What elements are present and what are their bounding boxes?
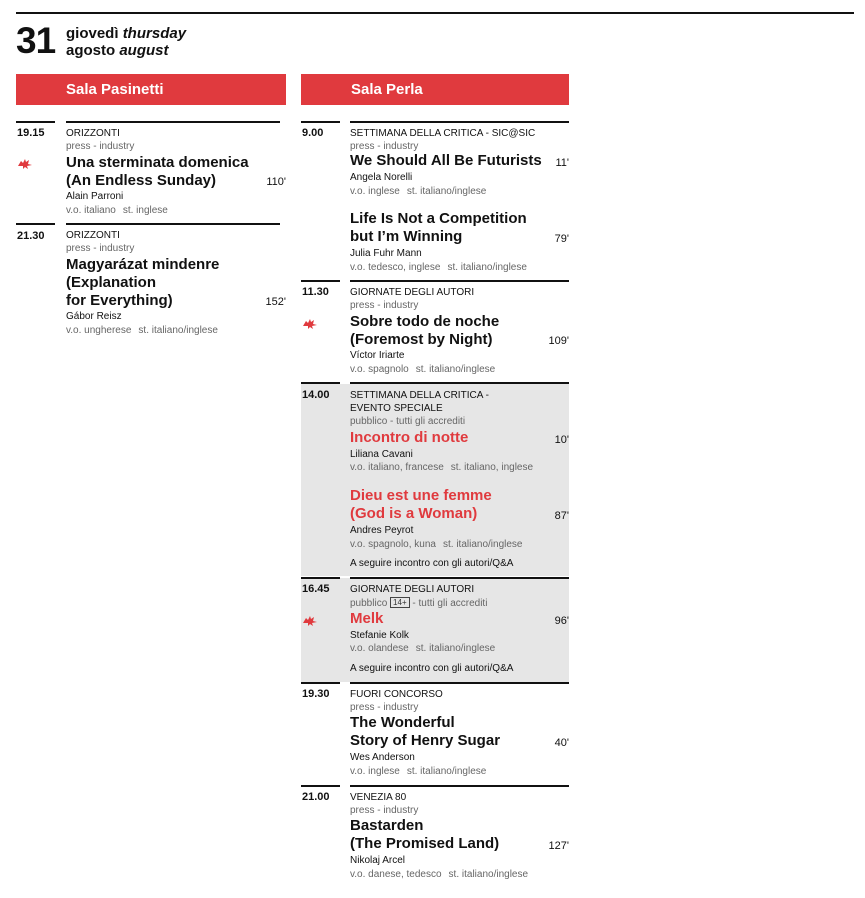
- audience-label: pubblico - tutti gli accrediti: [350, 416, 466, 427]
- film-director: Gábor Reisz: [66, 311, 122, 322]
- film-duration: 79': [554, 233, 569, 245]
- film-duration: 40': [554, 737, 569, 749]
- qa-note: A seguire incontro con gli autori/Q&A: [350, 663, 514, 674]
- audience-accreditation: - tutti gli accrediti: [412, 598, 488, 609]
- film-languages: [350, 868, 528, 881]
- audience-label: press - industry: [350, 805, 419, 816]
- month-it: agosto: [66, 42, 116, 59]
- screening-time: 16.45: [302, 583, 330, 595]
- film-duration: 127': [548, 840, 569, 852]
- subtitle-language: st. italiano/inglese: [447, 262, 527, 273]
- film-director: Alain Parroni: [66, 191, 124, 202]
- film-title[interactable]: Life Is Not a Competition but I’m Winning: [350, 210, 527, 245]
- day-label: [66, 25, 186, 59]
- screening-time: 21.00: [302, 791, 330, 803]
- subtitle-language: st. italiano/inglese: [406, 766, 487, 777]
- month-en: august: [119, 42, 169, 59]
- section-label: FUORI CONCORSO: [350, 689, 443, 700]
- venue-header-perla: Sala Perla: [301, 74, 569, 105]
- venue-header-pasinetti: Sala Pasinetti: [16, 74, 286, 105]
- weekday-en: thursday: [122, 25, 187, 42]
- screening-time: 21.30: [17, 230, 45, 242]
- top-rule: [16, 12, 854, 14]
- entry-rule: [350, 121, 569, 123]
- film-languages: [350, 538, 523, 551]
- screening-time: 9.00: [302, 127, 324, 139]
- original-language: v.o. italiano: [66, 205, 116, 216]
- weekday-it: giovedì: [66, 25, 119, 42]
- entry-rule: [66, 223, 280, 225]
- film-duration: 11': [555, 157, 569, 169]
- film-languages: [350, 185, 486, 198]
- original-language: v.o. inglese: [350, 766, 400, 777]
- audience-label: press - industry: [350, 300, 419, 311]
- winged-lion-icon: [17, 157, 33, 169]
- film-director: Stefanie Kolk: [350, 630, 409, 641]
- screening-time: 19.15: [17, 127, 45, 139]
- film-duration: 110': [266, 176, 286, 188]
- time-rule: [301, 682, 340, 684]
- film-director: Angela Norelli: [350, 172, 413, 183]
- film-languages: [350, 461, 533, 474]
- subtitle-language: st. italiano/inglese: [406, 186, 487, 197]
- time-rule: [301, 382, 340, 384]
- film-title[interactable]: Incontro di notte: [350, 429, 469, 446]
- entry-rule: [350, 577, 569, 579]
- subtitle-language: st. italiano/inglese: [448, 869, 529, 880]
- winged-lion-icon: [302, 614, 318, 626]
- screening-time: 11.30: [302, 286, 329, 298]
- original-language: v.o. olandese: [350, 643, 409, 654]
- section-label: SETTIMANA DELLA CRITICA - SIC@SIC: [350, 128, 536, 139]
- section-label: GIORNATE DEGLI AUTORI: [350, 584, 475, 595]
- film-languages: [350, 642, 495, 655]
- film-title[interactable]: Sobre todo de noche (Foremost by Night): [350, 313, 500, 348]
- film-title[interactable]: Melk: [350, 610, 384, 627]
- time-rule: [16, 121, 55, 123]
- screening-time: 19.30: [302, 688, 330, 700]
- film-director: Julia Fuhr Mann: [350, 248, 422, 259]
- audience-label: press - industry: [66, 243, 135, 254]
- time-rule: [301, 577, 340, 579]
- time-rule: [301, 280, 340, 282]
- entry-rule: [350, 785, 569, 787]
- entry-rule: [350, 280, 569, 282]
- time-rule: [301, 785, 340, 787]
- screening-time: 14.00: [302, 389, 330, 401]
- original-language: v.o. ungherese: [66, 325, 132, 336]
- original-language: v.o. spagnolo: [350, 364, 409, 375]
- original-language: v.o. tedesco, inglese: [350, 262, 441, 273]
- audience-label: press - industry: [350, 141, 419, 152]
- day-number: 31: [16, 20, 56, 61]
- film-title[interactable]: We Should All Be Futurists: [350, 152, 542, 169]
- film-duration: 96': [554, 615, 569, 627]
- film-director: Nikolaj Arcel: [350, 855, 406, 866]
- audience-label: press - industry: [66, 141, 135, 152]
- film-title[interactable]: Bastarden (The Promised Land): [350, 817, 500, 852]
- subtitle-language: st. inglese: [122, 205, 168, 216]
- entry-rule: [66, 121, 280, 123]
- section-label: GIORNATE DEGLI AUTORI: [350, 287, 475, 298]
- entry-rule: [350, 682, 569, 684]
- subtitle-language: st. italiano/inglese: [443, 539, 523, 550]
- audience-public: pubblico: [350, 598, 388, 609]
- film-languages: [350, 765, 486, 778]
- entry-rule: [350, 382, 569, 384]
- winged-lion-icon: [302, 317, 318, 329]
- original-language: v.o. inglese: [350, 186, 400, 197]
- film-languages: [66, 204, 168, 217]
- film-director: Andres Peyrot: [350, 525, 414, 536]
- audience-label: [350, 597, 487, 610]
- film-duration: 10': [554, 434, 569, 446]
- original-language: v.o. italiano, francese: [350, 462, 444, 473]
- film-title[interactable]: Magyarázat mindenre (Explanation for Everything): [66, 256, 220, 309]
- film-languages: [350, 363, 495, 376]
- original-language: v.o. spagnolo, kuna: [350, 539, 436, 550]
- age-rating-badge: 14+: [390, 597, 410, 608]
- section-label: ORIZZONTI: [66, 128, 120, 139]
- film-title[interactable]: The Wonderful Story of Henry Sugar: [350, 714, 501, 749]
- subtitle-language: st. italiano/inglese: [415, 643, 496, 654]
- film-director: Wes Anderson: [350, 752, 415, 763]
- subtitle-language: st. italiano/inglese: [415, 364, 496, 375]
- film-languages: [350, 261, 527, 274]
- film-duration: 87': [554, 510, 569, 522]
- film-duration: 152': [265, 296, 286, 308]
- subtitle-language: st. italiano, inglese: [450, 462, 534, 473]
- time-rule: [16, 223, 55, 225]
- film-title[interactable]: Una sterminata domenica (An Endless Sunday): [66, 154, 249, 189]
- film-duration: 109': [548, 335, 569, 347]
- section-label: SETTIMANA DELLA CRITICA - EVENTO SPECIALE: [350, 390, 489, 414]
- subtitle-language: st. italiano/inglese: [138, 325, 218, 336]
- film-director: Víctor Iriarte: [350, 350, 405, 361]
- film-title[interactable]: Dieu est une femme (God is a Woman): [350, 487, 492, 522]
- film-languages: [66, 324, 218, 337]
- film-director: Liliana Cavani: [350, 449, 413, 460]
- time-rule: [301, 121, 340, 123]
- section-label: ORIZZONTI: [66, 230, 120, 241]
- qa-note: A seguire incontro con gli autori/Q&A: [350, 558, 514, 569]
- section-label: VENEZIA 80: [350, 792, 407, 803]
- original-language: v.o. danese, tedesco: [350, 869, 442, 880]
- audience-label: press - industry: [350, 702, 419, 713]
